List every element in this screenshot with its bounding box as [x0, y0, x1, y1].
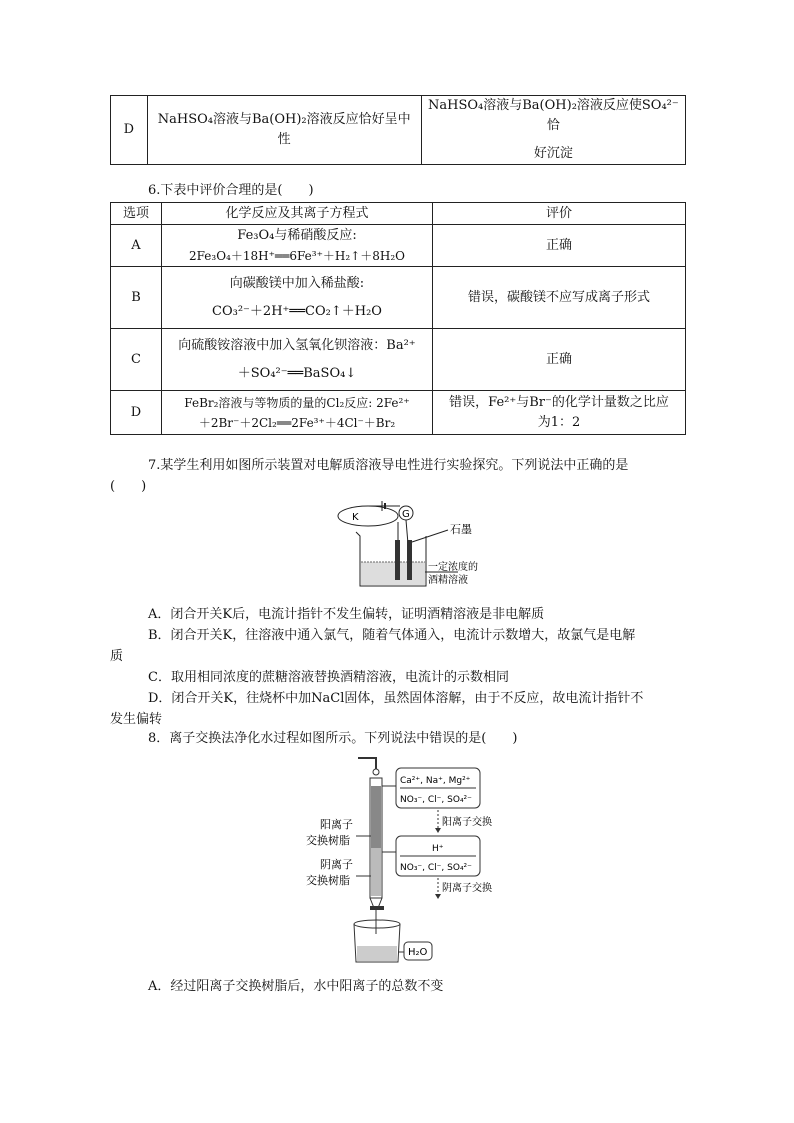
top-table-evaluation-line2: 好沉淀: [533, 146, 573, 161]
top-table: [110, 95, 686, 165]
step1-label: 阳离子交换: [442, 817, 492, 828]
cation-resin-label-line2: 交换树脂: [306, 834, 350, 847]
q6-row-d-reaction: [162, 391, 433, 435]
step2-label: 阴离子交换: [442, 883, 492, 894]
electrode-right: [407, 540, 412, 580]
q6-row-c-evaluation: 正确: [433, 329, 686, 391]
input-cations: Ca²⁺, Na⁺, Mg²⁺: [400, 776, 471, 786]
q7-option-b-line2: 质: [110, 649, 124, 664]
q6-row-b-option: B: [111, 267, 162, 329]
q6-row-d-evaluation-line1: 错误，Fe²⁺与Br⁻的化学计量数之比应: [449, 394, 669, 410]
solution-label-line2: 酒精溶液: [428, 575, 468, 586]
q6-row-a-evaluation: 正确: [433, 225, 686, 267]
q6-row-b-reaction: [162, 267, 433, 329]
anion-resin-label-line2: 交换树脂: [306, 874, 350, 887]
top-table-evaluation-line1: NaHSO₄溶液与Ba(OH)₂溶液反应使SO₄²⁻恰: [428, 98, 679, 133]
exchanged-anions: NO₃⁻, Cl⁻, SO₄²⁻: [400, 863, 472, 873]
q8-stem: 8．离子交换法净化水过程如图所示。下列说法中错误的是( ): [148, 731, 518, 746]
q6-stem: 6.下表中评价合理的是( ): [148, 183, 314, 198]
conductivity-apparatus-figure: [330, 500, 520, 592]
q6-row-a-reaction-line1: Fe₃O₄与稀硝酸反应:: [237, 227, 357, 243]
q6-row-b-evaluation: 错误，碳酸镁不应写成离子形式: [433, 267, 686, 329]
q6-row-d-evaluation: [433, 391, 686, 435]
solution-fill: [361, 562, 425, 585]
input-anions: NO₃⁻, Cl⁻, SO₄²⁻: [400, 795, 472, 805]
solution-label-line1: 一定浓度的: [428, 562, 478, 573]
top-table-evaluation: [421, 96, 685, 165]
q6-row-d-reaction-line2: ＋2Br⁻＋2Cl₂══2Fe³⁺＋4Cl⁻＋Br₂: [198, 415, 396, 430]
exchanged-cations: H⁺: [432, 844, 444, 854]
top-table-option: D: [111, 96, 148, 165]
q6-row-c-option: C: [111, 329, 162, 391]
q7-option-c: C．取用相同浓度的蔗糖溶液替换酒精溶液，电流计的示数相同: [148, 670, 509, 685]
q7-option-b-line1: B．闭合开关K，往溶液中通入氯气，随着气体通入，电流计示数增大，故氯气是电解: [148, 628, 636, 643]
electrode-left: [395, 540, 400, 580]
inlet-pipe: [358, 758, 376, 770]
outlet-stopcock-icon: [370, 906, 384, 910]
q6-row-a-option: A: [111, 225, 162, 267]
q6-row-c-reaction: [162, 329, 433, 391]
beaker-water: [357, 946, 397, 961]
q6-row-b-reaction-line1: 向碳酸镁中加入稀盐酸:: [229, 275, 365, 291]
cation-resin-label-line1: 阳离子: [320, 818, 353, 831]
anion-resin-label-line1: 阴离子: [320, 858, 353, 871]
q6-table: [110, 202, 686, 435]
q8-option-a: A．经过阳离子交换树脂后，水中阳离子的总数不变: [148, 979, 444, 994]
q6-header-evaluation: 评价: [433, 203, 686, 225]
q6-row-d-reaction-line1: FeBr₂溶液与等物质的量的Cl₂反应: 2Fe²⁺: [184, 395, 410, 410]
top-table-reaction: NaHSO₄溶液与Ba(OH)₂溶液反应恰好呈中性: [147, 96, 421, 165]
q6-row-d-evaluation-line2: 为1：2: [537, 414, 581, 430]
q6-row-b-reaction-line2: CO₃²⁻＋2H⁺══CO₂↑＋H₂O: [212, 303, 382, 319]
q7-option-a: A．闭合开关K后，电流计指针不发生偏转，证明酒精溶液是非电解质: [148, 607, 545, 622]
step1-arrowhead-icon: [435, 828, 441, 833]
q7-stem-line1: 7.某学生利用如图所示装置对电解质溶液导电性进行实验探究。下列说法中正确的是: [148, 458, 629, 473]
q6-row-d-option: D: [111, 391, 162, 435]
beaker-rim: [354, 920, 400, 928]
q6-row-a-reaction-line2: 2Fe₃O₄＋18H⁺══6Fe³⁺＋H₂↑＋8H₂O: [188, 248, 405, 263]
electrode-pointer: [412, 530, 448, 542]
q6-row-c-reaction-line1: 向硫酸铵溶液中加入氢氧化钡溶液：Ba²⁺: [178, 337, 416, 353]
q6-header-reaction: 化学反应及其离子方程式: [162, 203, 433, 225]
q7-option-d-line2: 发生偏转: [110, 712, 163, 727]
q6-header-option: 选项: [111, 203, 162, 225]
q7-option-d-line1: D．闭合开关K，往烧杯中加NaCl固体，虽然固体溶解，由于不反应，故电流计指针不: [148, 691, 644, 706]
step2-arrowhead-icon: [435, 894, 441, 899]
galvanometer-label: G: [402, 509, 410, 520]
switch-loop: [338, 506, 398, 526]
cation-resin-layer: [371, 786, 381, 848]
q7-stem-line2: ( ): [110, 479, 147, 494]
product-label: H₂O: [408, 947, 428, 958]
switch-label: K: [352, 512, 359, 523]
ion-exchange-figure: [300, 756, 520, 968]
q6-row-c-reaction-line2: ＋SO₄²⁻══BaSO₄↓: [237, 365, 357, 381]
electrode-label: 石墨: [450, 523, 472, 536]
anion-resin-layer: [371, 848, 381, 896]
inlet-valve-icon: [373, 769, 379, 775]
q6-row-a-reaction: [162, 225, 433, 267]
